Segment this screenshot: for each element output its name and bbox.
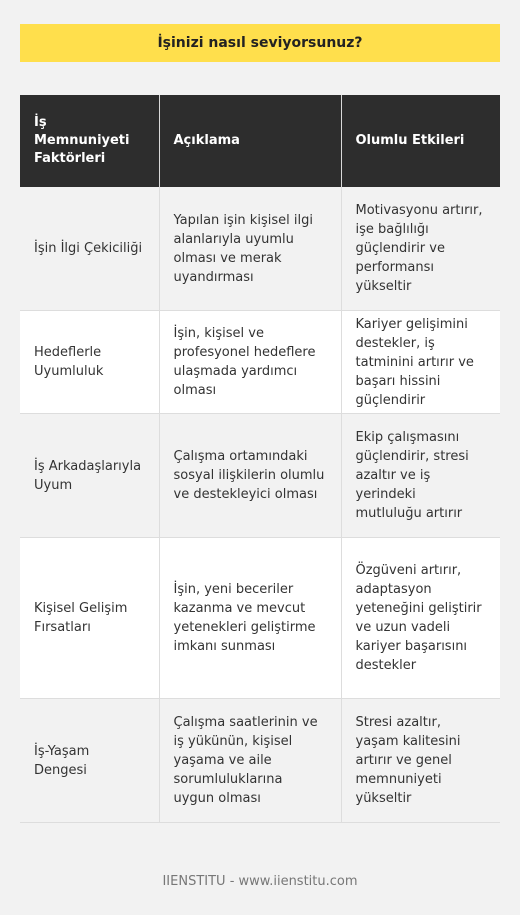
cell-factor: Kişisel Gelişim Fırsatları: [20, 538, 159, 699]
column-header-description: Açıklama: [159, 95, 341, 187]
cell-effects: Stresi azaltır, yaşam kalitesini artırır ve genel memnuniyeti yükseltir: [341, 699, 500, 823]
cell-factor: İşin İlgi Çekiciliği: [20, 187, 159, 311]
table-header-row: [20, 95, 500, 187]
cell-description: Çalışma ortamındaki sosyal ilişkilerin olumlu ve destekleyici olması: [159, 414, 341, 538]
cell-effects: Ekip çalışmasını güçlendirir, stresi azaltır ve iş yerindeki mutluluğu artırır: [341, 414, 500, 538]
cell-effects: Motivasyonu artırır, işe bağlılığı güçlendirir ve performansı yükseltir: [341, 187, 500, 311]
page-title: İşinizi nasıl seviyorsunuz?: [157, 35, 363, 51]
cell-factor: İş-Yaşam Dengesi: [20, 699, 159, 823]
table-row: [20, 699, 500, 823]
table-row: [20, 538, 500, 699]
table-row: [20, 311, 500, 414]
cell-description: İşin, yeni beceriler kazanma ve mevcut yetenekleri geliştirme imkanı sunması: [159, 538, 341, 699]
cell-factor: İş Arkadaşlarıyla Uyum: [20, 414, 159, 538]
column-header-effects: Olumlu Etkileri: [341, 95, 500, 187]
table-row: [20, 187, 500, 311]
cell-description: Çalışma saatlerinin ve iş yükünün, kişisel yaşama ve aile sorumluluklarına uygun olması: [159, 699, 341, 823]
factors-table: [20, 95, 500, 823]
cell-description: Yapılan işin kişisel ilgi alanlarıyla uyumlu olması ve merak uyandırması: [159, 187, 341, 311]
title-banner: [20, 24, 500, 62]
cell-effects: Kariyer gelişimini destekler, iş tatminini artırır ve başarı hissini güçlendirir: [341, 311, 500, 414]
cell-factor: Hedeflerle Uyumluluk: [20, 311, 159, 414]
column-header-factor: İş Memnuniyeti Faktörleri: [20, 95, 159, 187]
table-row: [20, 414, 500, 538]
cell-description: İşin, kişisel ve profesyonel hedeflere ulaşmada yardımcı olması: [159, 311, 341, 414]
cell-effects: Özgüveni artırır, adaptasyon yeteneğini geliştirir ve uzun vadeli kariyer başarısını destekler: [341, 538, 500, 699]
footer-credit: IIENSTITU - www.iienstitu.com: [162, 874, 358, 889]
